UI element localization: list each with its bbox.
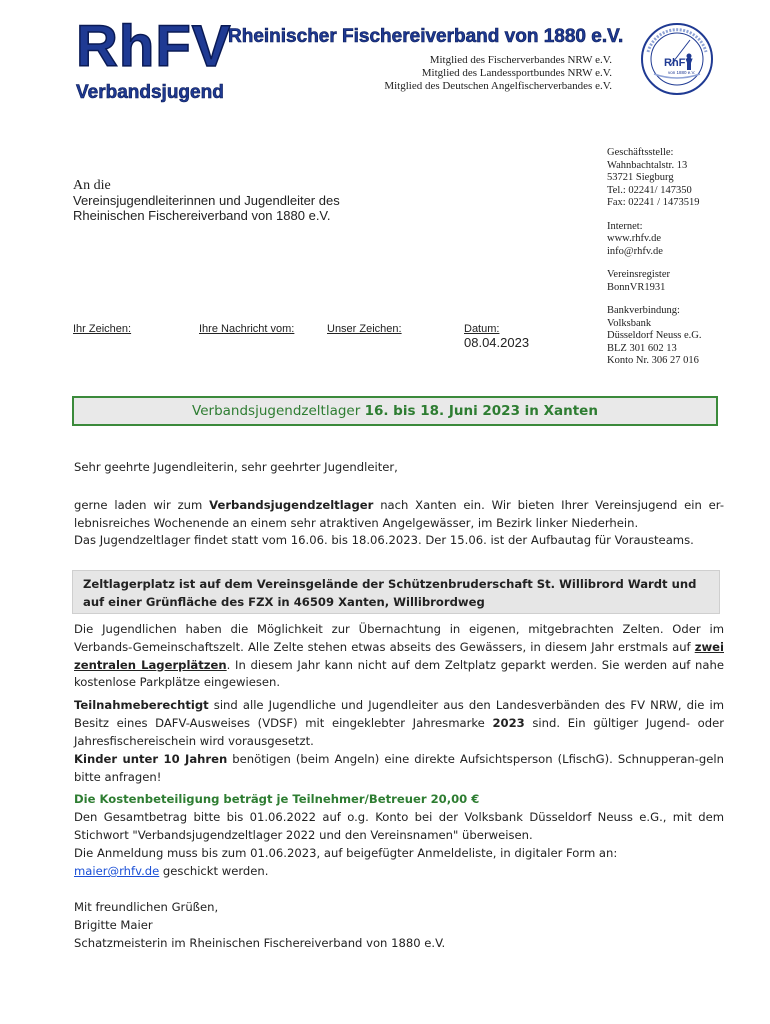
office-label: Geschäftsstelle: xyxy=(607,147,674,158)
register-label: Vereinsregister xyxy=(607,269,670,280)
register-number: BonnVR1931 xyxy=(607,281,666,293)
signer-role: Schatzmeisterin im Rheinischen Fischereiverband von 1880 e.V. xyxy=(74,936,446,950)
location-highlight-box xyxy=(72,570,720,614)
text-run: gerne laden wir zum xyxy=(74,498,210,512)
membership-line: Mitglied des Fischerverbandes NRW e.V. xyxy=(429,54,612,66)
office-email: info@rhfv.de xyxy=(607,245,663,257)
office-phone: Tel.: 02241/ 147350 xyxy=(607,184,692,196)
office-info xyxy=(607,147,702,368)
paragraph-payment: Den Gesamtbetrag bitte bis 01.06.2022 auf o.g. Konto bei der Volksbank Düsseldorf Neuss e.G., mit dem Stichwort "Verbandsjugendzeltlager 2022 und den Vereinsnamen" überweisen. xyxy=(74,810,724,842)
bank-blz: BLZ 301 602 13 xyxy=(607,342,677,354)
text-run: nach Xanten ein. Wir bieten Ihrer Vereinsjugend ein er-lebnisreiches Wochenende an einem sehr atraktiven Angelgewässer, im Bezirk linker Niederhein. xyxy=(74,498,724,530)
website: www.rhfv.de xyxy=(607,233,662,244)
paragraph-dates: Das Jugendzeltlager findet statt vom 16.06. bis 18.06.2023. Der 15.06. ist der Aufbautag für Vorausteams. xyxy=(74,533,694,547)
recipient-line: Rheinischen Fischereiverband von 1880 e.V. xyxy=(73,208,331,223)
office-city: 53721 Siegburg xyxy=(607,172,674,183)
text-bold: Teilnahmeberechtigt xyxy=(74,698,209,712)
recipient-line: An die xyxy=(73,178,111,193)
date-value: 08.04.2023 xyxy=(464,335,530,350)
internet-label: Internet: xyxy=(607,220,643,232)
text-run: Die Jugendlichen haben die Möglichkeit zur Übernachtung in eigenen, mitgebrachten Zelten. Oder im Verbands-Gemeinschaftszelt. Alle Zelte stehen etwas abseits des Gewässers, in diesem Jahr erstmals auf xyxy=(74,622,724,654)
bank-account: Konto Nr. 306 27 016 xyxy=(607,355,699,366)
text-run: sind. Ein gültiger Jugend- oder Jahresfischereischein wird vorausgesetzt. xyxy=(74,715,724,748)
membership-line: Mitglied des Landessportbundes NRW e.V. xyxy=(421,67,612,79)
text-run: sind alle Jugendliche und Jugendleiter aus den Landesverbänden des FV NRW, die im Besitz eines DAFV-Ausweises (VDSF) mit eingeklebter Jahresmarke xyxy=(74,698,724,730)
paragraph-invitation xyxy=(74,497,724,533)
your-message-label: Ihre Nachricht vom: xyxy=(199,323,295,335)
event-title-dates: 16. bis 18. Juni 2023 in Xanten xyxy=(364,403,598,419)
paragraph-eligibility xyxy=(74,697,724,750)
date-label: Datum: xyxy=(464,323,500,335)
text-run: benötigen (beim Angeln) eine direkte Aufsichtsperson (LfischG). Schnupperan-geln bitte anfragen! xyxy=(74,752,724,784)
seal-year-text: von 1880 e.V. xyxy=(668,70,696,75)
bank-city: Düsseldorf Neuss e.G. xyxy=(607,330,702,341)
text-bold: 2023 xyxy=(492,715,525,730)
seal-text: RhFV xyxy=(664,57,693,69)
closing: Mit freundlichen Grüßen, xyxy=(74,900,219,914)
organization-title: Rheinischer Fischereiverband von 1880 e.V. xyxy=(228,26,624,47)
text-bold: Kinder unter 10 Jahren xyxy=(74,752,228,766)
office-fax: Fax: 02241 / 1473519 xyxy=(607,197,700,208)
memberships-block xyxy=(384,54,612,93)
event-title xyxy=(74,403,716,419)
registration-email-line xyxy=(74,863,724,881)
bank-label: Bankverbindung: xyxy=(607,305,680,316)
recipient-line: Vereinsjugendleiterinnen und Jugendleiter des xyxy=(73,193,340,208)
our-sign-label: Unser Zeichen: xyxy=(327,323,402,335)
location-text: Zeltlagerplatz ist auf dem Vereinsgelände der Schützenbruderschaft St. Willibrord Wardt und auf einer Grünfläche des FZX in 46509 Xanten, Willibrordweg xyxy=(83,577,697,609)
signer-name: Brigitte Maier xyxy=(74,918,153,932)
salutation: Sehr geehrte Jugendleiterin, sehr geehrter Jugendleiter, xyxy=(74,460,398,474)
paragraph-tents xyxy=(74,621,724,692)
text-run: . In diesem Jahr kann nicht auf dem Zeltplatz geparkt werden. Sie werden auf nahe kostenlose Parkplätze eingewiesen. xyxy=(74,657,724,690)
recipient-address xyxy=(73,178,340,223)
event-title-plain: Verbandsjugendzeltlager xyxy=(192,403,365,419)
text-run: geschickt werden. xyxy=(159,864,269,878)
text-underlined: zwei zentralen Lagerplätzen xyxy=(74,639,724,672)
paragraph-registration: Die Anmeldung muss bis zum 01.06.2023, auf beigefügter Anmeldeliste, in digitaler Form an: xyxy=(74,846,618,860)
cost-heading: Die Kostenbeteiligung beträgt je Teilnehmer/Betreuer 20,00 € xyxy=(74,792,480,806)
your-sign-label: Ihr Zeichen: xyxy=(73,323,132,335)
membership-line: Mitglied des Deutschen Angelfischerverbandes e.V. xyxy=(384,80,612,92)
office-street: Wahnbachtalstr. 13 xyxy=(607,159,688,171)
logo-rhfv: RhFV xyxy=(76,14,232,79)
association-seal-logo xyxy=(640,22,714,96)
bank-name: Volksbank xyxy=(607,317,652,329)
registration-email-link[interactable]: maier@rhfv.de xyxy=(74,864,160,878)
text-bold: Verbandsjugendzeltlager xyxy=(209,498,374,512)
event-title-box xyxy=(72,396,718,426)
logo-verbandsjugend: Verbandsjugend xyxy=(76,82,224,103)
paragraph-children xyxy=(74,751,724,787)
